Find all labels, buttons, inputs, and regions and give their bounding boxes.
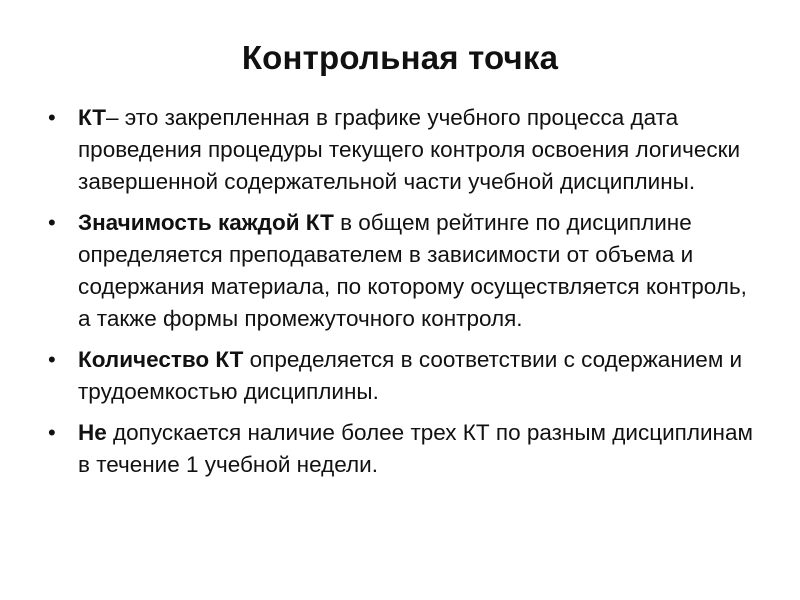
- bullet-text: допускается наличие более трех КТ по разным дисциплинам в течение 1 учебной недели.: [78, 420, 753, 477]
- bullet-icon: •: [48, 420, 56, 445]
- slide-title: Контрольная точка: [241, 39, 559, 76]
- bullet-item-quantity: [48, 344, 758, 408]
- bullet-bold-term: Значимость каждой КТ: [78, 210, 334, 235]
- bullet-bold-term: Не: [78, 420, 107, 445]
- bullet-text: в общем рейтинге по дисциплине определяется преподавателем в зависимости от объема и содержания материала, по которому осуществляется контроль, а также формы промежуточного контроля.: [78, 210, 747, 331]
- bullet-text: определяется в соответствии с содержанием и трудоемкостью дисциплины.: [78, 347, 743, 404]
- bullet-icon: •: [48, 105, 56, 130]
- bullet-icon: •: [48, 210, 56, 235]
- bullet-bold-term: КТ: [78, 105, 107, 130]
- bullet-bold-term: Количество КТ: [78, 347, 244, 372]
- bullet-icon: •: [48, 347, 56, 372]
- bullet-text: – это закрепленная в графике учебного процесса дата проведения процедуры текущего контроля освоения логически завершенной содержательной части учебной дисциплины.: [78, 105, 741, 194]
- bullet-item-definition: [48, 102, 758, 198]
- bullet-item-restriction: [48, 417, 758, 481]
- bullet-list: [48, 102, 758, 490]
- bullet-item-significance: [48, 207, 758, 335]
